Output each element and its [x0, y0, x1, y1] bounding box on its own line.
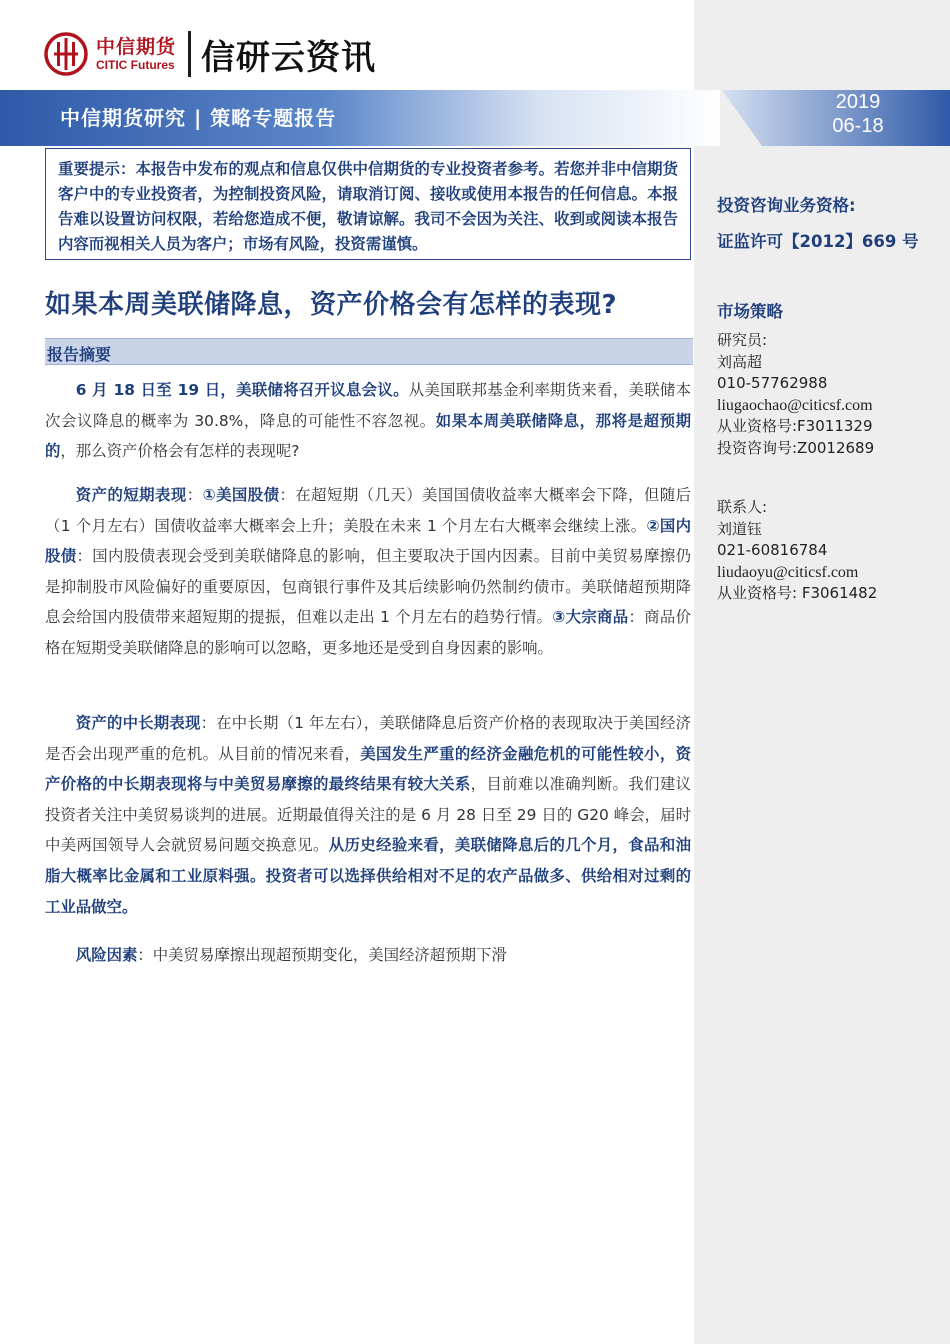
brand-divider: [188, 31, 191, 77]
section-title: 报告摘要: [47, 345, 112, 364]
brand-header: [44, 24, 376, 84]
p2-cmd-text: ：商品价格在短期受美联储降息的影响可以忽略，更多地还是受到自身因素的影响。: [45, 608, 691, 657]
disclaimer-text: 重要提示：本报告中发布的观点和信息仅供中信期货的专业投资者参考。若您并非中信期货客户中的专业投资者，为控制投资风险，请取消订阅、接收或使用本报告的任何信息。本报告难以设置访问权限，若给您造成不便，敬请谅解。我司不会因为关注、收到或阅读本报告内容而视相关人员为客户；市场有风险，投资需谨慎。: [58, 160, 678, 253]
contact-email[interactable]: liudaoyu@citicsf.com: [717, 563, 859, 581]
p3-heading: 资产的中长期表现: [75, 714, 201, 732]
contact-cert-no: 从业资格号: F3061482: [717, 584, 878, 602]
disclaimer-notice: [45, 148, 691, 260]
company-name-cn: 中信期货: [96, 36, 177, 58]
p1-highlight: 如果本周美联储降息，那将是超预期的: [45, 411, 691, 461]
p2-colon: ：: [186, 486, 203, 504]
banner-title: 中信期货研究 | 策略专题报告: [60, 106, 337, 130]
product-name: 信研云资讯: [201, 37, 377, 78]
researcher-phone: 010-57762988: [717, 374, 828, 392]
researcher-name: 刘高超: [717, 352, 763, 371]
contact-phone: 021-60816784: [717, 541, 828, 559]
p1-tail: ，那么资产价格会有怎样的表现呢?: [60, 442, 300, 461]
researcher-email[interactable]: liugaochao@citicsf.com: [717, 396, 873, 414]
p1-body: 从美国联邦基金利率期货来看，美联储本次会议降息的概率为 30.8%，降息的可能性不容忽视。: [45, 381, 691, 430]
researcher-cert-no: 从业资格号:F3011329: [717, 417, 873, 435]
researcher-advisor-no: 投资咨询号:Z0012689: [717, 438, 875, 457]
summary-paragraph-1: [45, 375, 691, 467]
p2-cn-text: ：国内股债表现会受到美联储降息的影响，但主要取决于国内因素。目前中美贸易摩擦仍是抑制股市风险偏好的重要原因，包商银行事件及其后续影响仍然制约债市。美联储超预期降息会给国内股债带来超短期的提振，但难以走出 1 个月左右的趋势行情。: [45, 547, 691, 627]
contact-block: [717, 497, 877, 605]
report-date-year: 2019: [835, 91, 881, 113]
p3-conclusion: 从历史经验来看，美联储降息后的几个月，食品和油脂大概率比金属和工业原料强。投资者可以选择供给相对不足的农产品做多、供给相对过剩的工业品做空。: [45, 836, 691, 916]
report-banner: [0, 90, 950, 146]
p3-middle: ，目前难以准确判断。我们建议投资者关注中美贸易谈判的进展。近期最值得关注的是 6 月 28 日至 29 日的 G20 峰会，届时中美两国领导人会就贸易问题交换意见。: [45, 775, 691, 855]
risk-factors: [45, 940, 691, 971]
p2-cmd-label: ③大宗商品: [552, 608, 629, 627]
contact-name: 刘道钰: [717, 519, 763, 538]
summary-paragraph-2: [45, 480, 691, 664]
qualification-block: [717, 188, 919, 260]
researcher-block: [717, 294, 874, 459]
p3-body: ：在中长期（1 年左右），美联储降息后资产价格的表现取决于美国经济是否会出现严重的危机。从目前的情况来看，: [45, 714, 691, 763]
p2-cn-label: ②国内股债: [45, 516, 692, 566]
citic-logo-icon: [44, 32, 88, 76]
p2-us-text: ：在超短期（几天）美国国债收益率大概率会下降，但随后（1 个月左右）国债收益率大概率会上升；美股在未来 1 个月左右大概率会继续上涨。: [45, 486, 691, 535]
p2-us-label: ①美国股债: [202, 486, 280, 504]
page-title: 如果本周美联储降息，资产价格会有怎样的表现?: [45, 290, 618, 320]
p3-highlight: 美国发生严重的经济金融危机的可能性较小，资产价格的中长期表现将与中美贸易摩擦的最终结果有较大关系: [45, 744, 691, 794]
contact-label: 联系人:: [717, 498, 768, 516]
summary-paragraph-3: [45, 708, 691, 922]
p1-lead: 6 月 18 日至 19 日，美联储将召开议息会议。: [75, 381, 409, 399]
section-header: [45, 338, 693, 365]
researcher-label: 研究员:: [717, 331, 768, 349]
risk-label: 风险因素: [75, 946, 138, 964]
company-name-en: CITIC Futures: [96, 58, 175, 72]
report-date-month-day: 06-18: [832, 115, 884, 137]
qualification-value: 证监许可【2012】669 号: [717, 232, 919, 251]
risk-text: ：中美贸易摩擦出现超预期变化，美国经济超预期下滑: [137, 946, 507, 964]
p2-heading: 资产的短期表现: [75, 486, 187, 504]
department-title: 市场策略: [717, 302, 783, 321]
qualification-label: 投资咨询业务资格:: [717, 196, 856, 215]
